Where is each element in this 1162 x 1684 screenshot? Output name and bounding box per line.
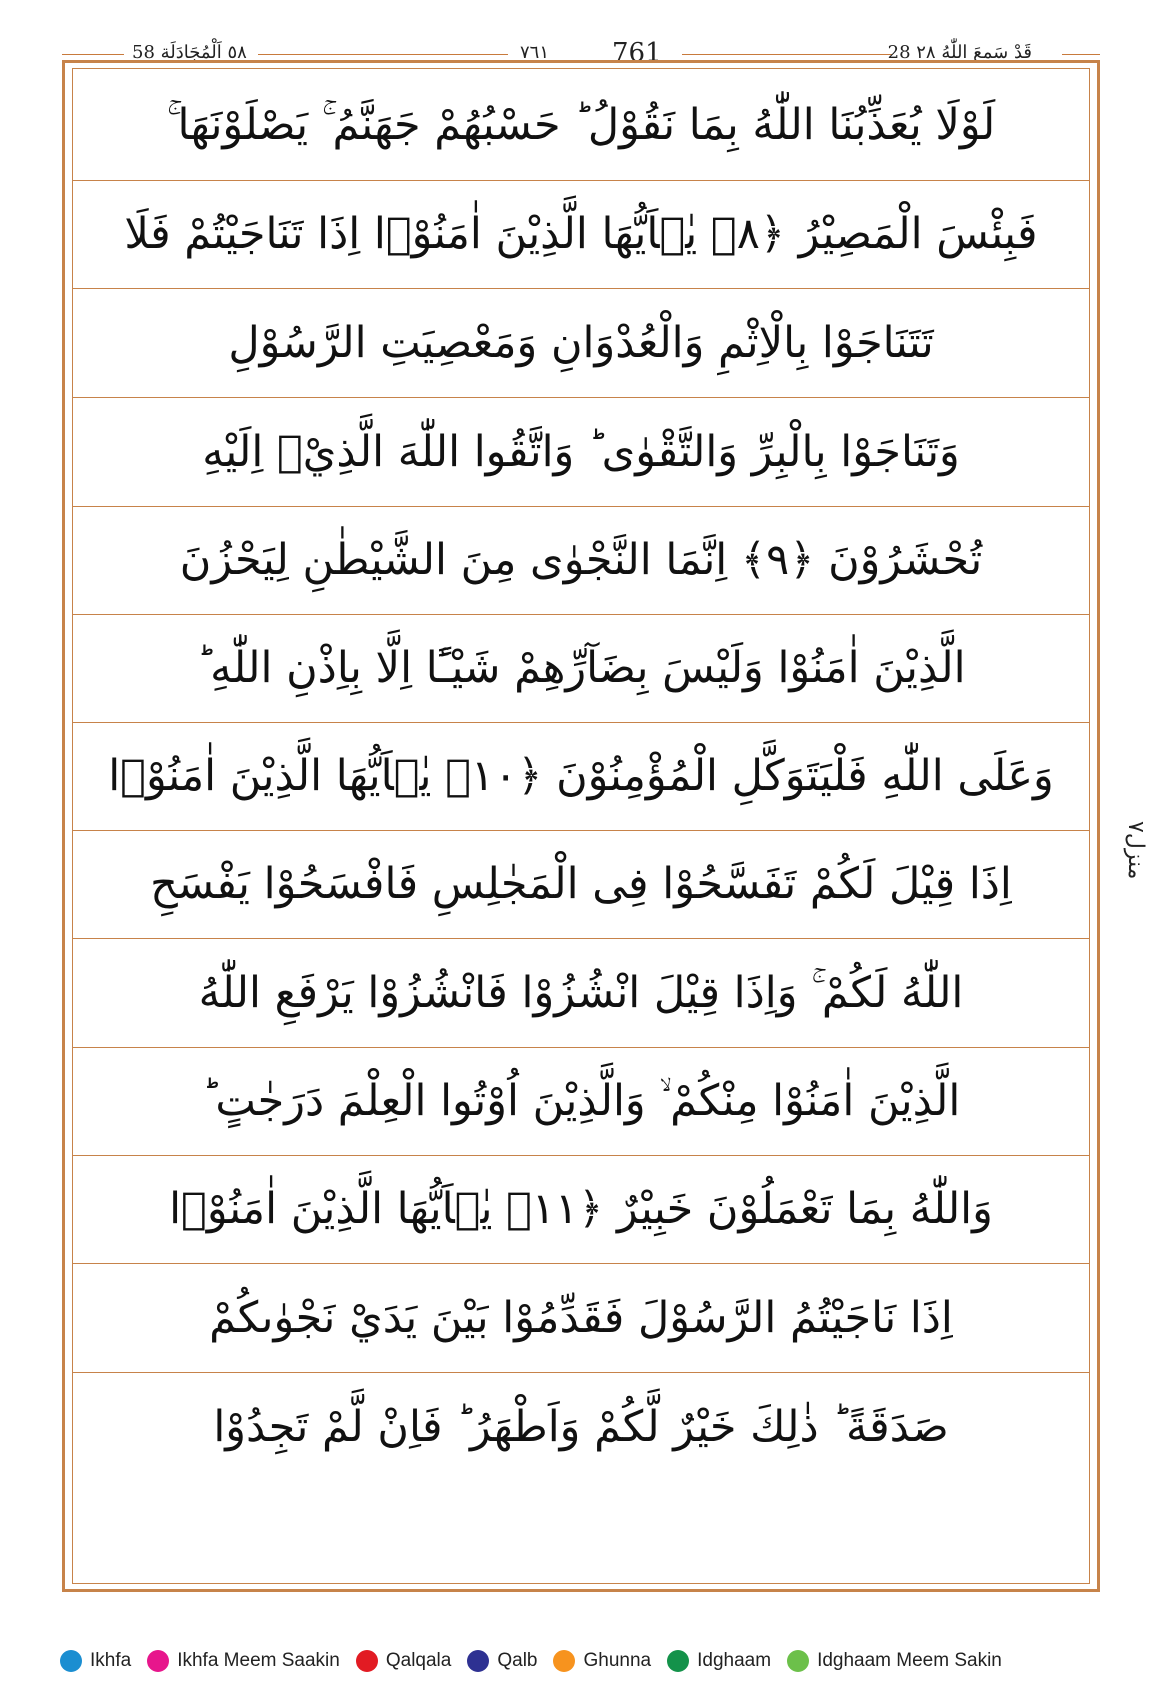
header-rule: [1062, 54, 1100, 55]
verse-line-text: وَتَنَاجَوْا بِالْبِرِّ وَالتَّقْوٰى ؕ وَاتَّقُوا اللّٰهَ الَّذِيْۤ اِلَيْهِ: [202, 426, 960, 477]
verse-line-text: فَبِئْسَ الْمَصِيْرُ ﴿٨﴾ يٰۤاَيُّهَا الَّذِيْنَ اٰمَنُوْۤا اِذَا تَنَاجَيْتُمْ فَلَا: [124, 209, 1038, 259]
surah-name: ٥٨ اَلْمُجَادَلَة 58: [132, 42, 247, 63]
legend-item: [60, 1650, 131, 1672]
verse-line-text: وَعَلَى اللّٰهِ فَلْيَتَوَكَّلِ الْمُؤْمِنُوْنَ ﴿١٠﴾ يٰۤاَيُّهَا الَّذِيْنَ اٰمَنُوْۤا: [108, 751, 1054, 801]
verse-line: [72, 1373, 1090, 1481]
verse-line-text: اِذَا نَاجَيْتُمُ الرَّسُوْلَ فَقَدِّمُوْا بَيْنَ يَدَيْ نَجْوٰىكُمْ: [209, 1292, 953, 1343]
legend-color-dot: [787, 1650, 809, 1672]
legend-color-dot: [60, 1650, 82, 1672]
verse-line-text: تَتَنَاجَوْا بِالْاِثْمِ وَالْعُدْوَانِ وَمَعْصِيَتِ الرَّسُوْلِ: [228, 317, 934, 368]
juz-name: 28 قَدْ سَمِعَ اللّٰهُ ٢٨: [887, 42, 1032, 63]
legend-item: [356, 1650, 452, 1672]
verse-line: [72, 615, 1090, 723]
verse-line: [72, 289, 1090, 398]
legend-color-dot: [356, 1650, 378, 1672]
verse-line-text: وَاللّٰهُ بِمَا تَعْمَلُوْنَ خَبِيْرٌ ﴿١١﴾ يٰۤاَيُّهَا الَّذِيْنَ اٰمَنُوْۤا: [169, 1184, 993, 1234]
verse-line: [72, 1264, 1090, 1373]
legend-label: Qalb: [497, 1650, 538, 1671]
verse-line-text: لَوْلَا يُعَذِّبُنَا اللّٰهُ بِمَا نَقُوْلُ ؕ حَسْبُهُمْ جَهَنَّمُ ۚ يَصْلَوْنَهَا ۚ: [166, 99, 996, 150]
legend-label: Idghaam Meem Sakin: [817, 1650, 1002, 1671]
verse-line-text: اِذَا قِيْلَ لَكُمْ تَفَسَّحُوْا فِى الْمَجٰلِسِ فَافْسَحُوْا يَفْسَحِ: [150, 859, 1012, 909]
legend-label: Ikhfa: [90, 1650, 132, 1671]
verse-line: [72, 831, 1090, 939]
verse-line: [72, 70, 1090, 181]
legend-item: [467, 1650, 537, 1672]
verse-line: [72, 939, 1090, 1048]
legend-item: [667, 1650, 771, 1672]
verse-line: [72, 723, 1090, 831]
header-rule: [62, 54, 124, 55]
legend-color-dot: [147, 1650, 169, 1672]
page-number: 761: [612, 38, 662, 68]
legend-item: [553, 1650, 651, 1672]
legend-item: [787, 1650, 1002, 1672]
legend-color-dot: [553, 1650, 575, 1672]
legend-label: Qalqala: [385, 1650, 452, 1671]
verse-line: [72, 398, 1090, 507]
verse-line-text: اللّٰهُ لَكُمْ ۚ وَاِذَا قِيْلَ انْشُزُوْا فَانْشُزُوْا يَرْفَعِ اللّٰهُ: [198, 967, 964, 1018]
verse-line: [72, 1156, 1090, 1264]
legend-label: Ghunna: [583, 1650, 652, 1671]
verse-line: [72, 507, 1090, 615]
verse-line-text: صَدَقَةً ؕ ذٰلِكَ خَيْرٌ لَّكُمْ وَاَطْهَرُ ؕ فَاِنْ لَّمْ تَجِدُوْا: [213, 1401, 949, 1452]
legend-item: [147, 1650, 340, 1672]
legend-color-dot: [667, 1650, 689, 1672]
verse-line: [72, 181, 1090, 289]
legend-label: Ikhfa Meem Saakin: [177, 1650, 340, 1671]
manzil-label: منزل٧: [1123, 820, 1148, 880]
legend-color-dot: [467, 1650, 489, 1672]
verse-line-text: الَّذِيْنَ اٰمَنُوْا مِنْكُمْ ۙ وَالَّذِيْنَ اُوْتُوا الْعِلْمَ دَرَجٰتٍ ؕ: [201, 1076, 961, 1126]
verse-line-text: تُحْشَرُوْنَ ﴿٩﴾ اِنَّمَا النَّجْوٰى مِنَ الشَّيْطٰنِ لِيَحْزُنَ: [179, 535, 983, 585]
header-rule: [258, 54, 508, 55]
verse-line-text: الَّذِيْنَ اٰمَنُوْا وَلَيْسَ بِضَآرِّهِمْ شَيْـًٔا اِلَّا بِاِذْنِ اللّٰهِ ؕ: [196, 643, 966, 693]
page-number-arabic: ٧٦١: [520, 42, 550, 63]
verse-line: [72, 1048, 1090, 1156]
tajweed-legend: [60, 1646, 1120, 1676]
header-rule: [682, 54, 892, 55]
legend-label: Idghaam: [697, 1650, 772, 1671]
